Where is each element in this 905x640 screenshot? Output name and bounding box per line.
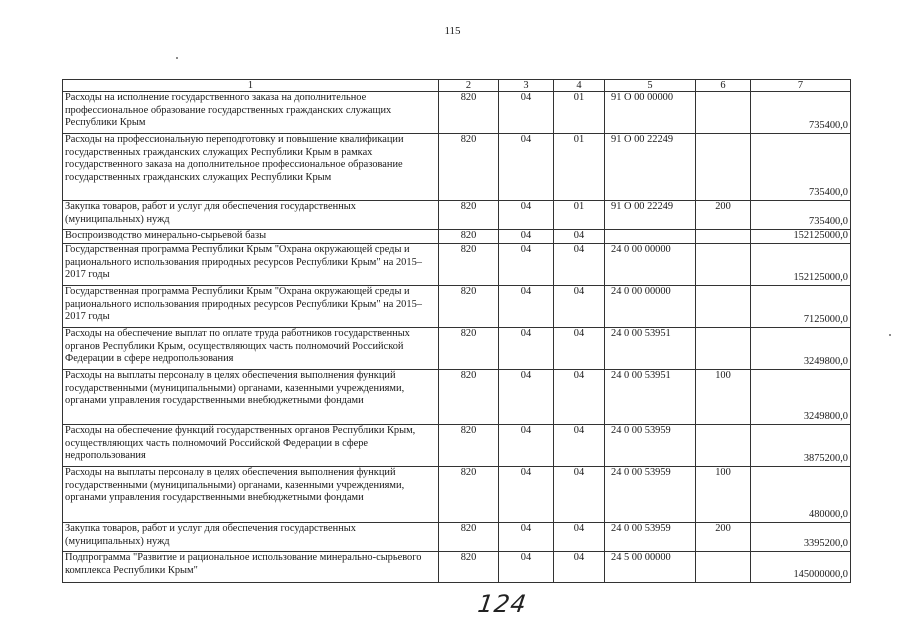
cell-c6 xyxy=(696,230,751,244)
table-row xyxy=(63,201,851,230)
cell-c1: Закупка товаров, работ и услуг для обеспечения государственных (муниципальных) нужд xyxy=(63,523,439,552)
cell-c7: 3395200,0 xyxy=(751,523,851,552)
cell-c4: 04 xyxy=(554,467,605,523)
cell-c4: 04 xyxy=(554,552,605,583)
cell-c4: 01 xyxy=(554,201,605,230)
cell-c7: 735400,0 xyxy=(751,92,851,134)
cell-c5: 91 О 00 00000 xyxy=(605,92,696,134)
table-row xyxy=(63,552,851,583)
cell-c7: 480000,0 xyxy=(751,467,851,523)
cell-c5: 24 0 00 53959 xyxy=(605,523,696,552)
table-row xyxy=(63,230,851,244)
cell-c4: 01 xyxy=(554,134,605,201)
cell-c2: 820 xyxy=(439,201,499,230)
column-header: 3 xyxy=(499,80,554,92)
cell-c7: 735400,0 xyxy=(751,201,851,230)
cell-c2: 820 xyxy=(439,552,499,583)
cell-c6: 100 xyxy=(696,370,751,425)
column-header: 4 xyxy=(554,80,605,92)
cell-c4: 04 xyxy=(554,244,605,286)
cell-c2: 820 xyxy=(439,230,499,244)
cell-c3: 04 xyxy=(499,244,554,286)
cell-c2: 820 xyxy=(439,134,499,201)
scan-speck xyxy=(889,334,891,336)
column-header: 7 xyxy=(751,80,851,92)
table-row xyxy=(63,328,851,370)
column-header: 6 xyxy=(696,80,751,92)
cell-c3: 04 xyxy=(499,467,554,523)
scan-speck xyxy=(176,57,178,59)
cell-c3: 04 xyxy=(499,286,554,328)
table-row xyxy=(63,92,851,134)
cell-c6: 200 xyxy=(696,523,751,552)
table-row xyxy=(63,467,851,523)
cell-c4: 04 xyxy=(554,286,605,328)
cell-c6: 100 xyxy=(696,467,751,523)
cell-c3: 04 xyxy=(499,92,554,134)
cell-c5: 24 0 00 00000 xyxy=(605,244,696,286)
cell-c3: 04 xyxy=(499,201,554,230)
cell-c2: 820 xyxy=(439,286,499,328)
cell-c4: 04 xyxy=(554,523,605,552)
cell-c6 xyxy=(696,286,751,328)
cell-c2: 820 xyxy=(439,425,499,467)
cell-c2: 820 xyxy=(439,467,499,523)
cell-c4: 04 xyxy=(554,230,605,244)
cell-c5: 24 0 00 53959 xyxy=(605,425,696,467)
cell-c7: 152125000,0 xyxy=(751,230,851,244)
cell-c1: Государственная программа Республики Крым "Охрана окружающей среды и рационального использования природных ресурсов Республики Крым" на 2015–2017 годы xyxy=(63,244,439,286)
cell-c5 xyxy=(605,230,696,244)
cell-c1: Подпрограмма "Развитие и рациональное использование минерально-сырьевого комплекса Республики Крым" xyxy=(63,552,439,583)
page-number: 115 xyxy=(444,25,461,37)
cell-c1: Расходы на профессиональную переподготовку и повышение квалификации государственных гражданских служащих Республики Крым в рамках государственного заказа на дополнительное профессиональное образование государственных гражданских служащих Республики Крым xyxy=(63,134,439,201)
column-header: 2 xyxy=(439,80,499,92)
cell-c6 xyxy=(696,425,751,467)
cell-c6 xyxy=(696,552,751,583)
handwritten-page-number: 124 xyxy=(476,590,529,618)
cell-c1: Расходы на обеспечение выплат по оплате труда работников государственных органов Республики Крым, осуществляющих часть полномочий Российской Федерации в сфере недропользования xyxy=(63,328,439,370)
cell-c7: 3249800,0 xyxy=(751,370,851,425)
cell-c3: 04 xyxy=(499,523,554,552)
cell-c4: 01 xyxy=(554,92,605,134)
cell-c3: 04 xyxy=(499,328,554,370)
cell-c6 xyxy=(696,244,751,286)
cell-c1: Расходы на обеспечение функций государственных органов Республики Крым, осуществляющих часть полномочий Российской Федерации в сфере недропользования xyxy=(63,425,439,467)
cell-c6 xyxy=(696,134,751,201)
cell-c2: 820 xyxy=(439,523,499,552)
cell-c5: 91 О 00 22249 xyxy=(605,134,696,201)
cell-c6 xyxy=(696,92,751,134)
column-header: 1 xyxy=(63,80,439,92)
cell-c5: 24 0 00 53951 xyxy=(605,370,696,425)
cell-c2: 820 xyxy=(439,370,499,425)
cell-c1: Закупка товаров, работ и услуг для обеспечения государственных (муниципальных) нужд xyxy=(63,201,439,230)
cell-c1: Воспроизводство минерально-сырьевой базы xyxy=(63,230,439,244)
table-row xyxy=(63,425,851,467)
cell-c7: 735400,0 xyxy=(751,134,851,201)
cell-c5: 24 0 00 53959 xyxy=(605,467,696,523)
table-row xyxy=(63,286,851,328)
cell-c1: Государственная программа Республики Крым "Охрана окружающей среды и рационального использования природных ресурсов Республики Крым" на 2015–2017 годы xyxy=(63,286,439,328)
cell-c7: 3249800,0 xyxy=(751,328,851,370)
cell-c4: 04 xyxy=(554,328,605,370)
table-row xyxy=(63,244,851,286)
cell-c3: 04 xyxy=(499,425,554,467)
cell-c2: 820 xyxy=(439,328,499,370)
cell-c3: 04 xyxy=(499,370,554,425)
cell-c5: 24 0 00 53951 xyxy=(605,328,696,370)
cell-c3: 04 xyxy=(499,552,554,583)
column-header: 5 xyxy=(605,80,696,92)
cell-c7: 3875200,0 xyxy=(751,425,851,467)
cell-c7: 7125000,0 xyxy=(751,286,851,328)
cell-c6 xyxy=(696,328,751,370)
cell-c5: 91 О 00 22249 xyxy=(605,201,696,230)
cell-c1: Расходы на выплаты персоналу в целях обеспечения выполнения функций государственными (муниципальными) органами, казенными учреждениями, органами управления государственными внебюджетными фондами xyxy=(63,370,439,425)
cell-c7: 152125000,0 xyxy=(751,244,851,286)
cell-c2: 820 xyxy=(439,244,499,286)
table-header-row xyxy=(63,80,851,92)
cell-c4: 04 xyxy=(554,370,605,425)
cell-c2: 820 xyxy=(439,92,499,134)
cell-c6: 200 xyxy=(696,201,751,230)
table-row xyxy=(63,523,851,552)
cell-c5: 24 5 00 00000 xyxy=(605,552,696,583)
cell-c1: Расходы на исполнение государственного заказа на дополнительное профессиональное образование государственных гражданских служащих Республики Крым xyxy=(63,92,439,134)
cell-c3: 04 xyxy=(499,134,554,201)
table-row xyxy=(63,134,851,201)
budget-table xyxy=(62,79,851,583)
cell-c5: 24 0 00 00000 xyxy=(605,286,696,328)
cell-c4: 04 xyxy=(554,425,605,467)
cell-c7: 145000000,0 xyxy=(751,552,851,583)
cell-c3: 04 xyxy=(499,230,554,244)
table-row xyxy=(63,370,851,425)
cell-c1: Расходы на выплаты персоналу в целях обеспечения выполнения функций государственными (муниципальными) органами, казенными учреждениями, органами управления государственными внебюджетными фондами xyxy=(63,467,439,523)
